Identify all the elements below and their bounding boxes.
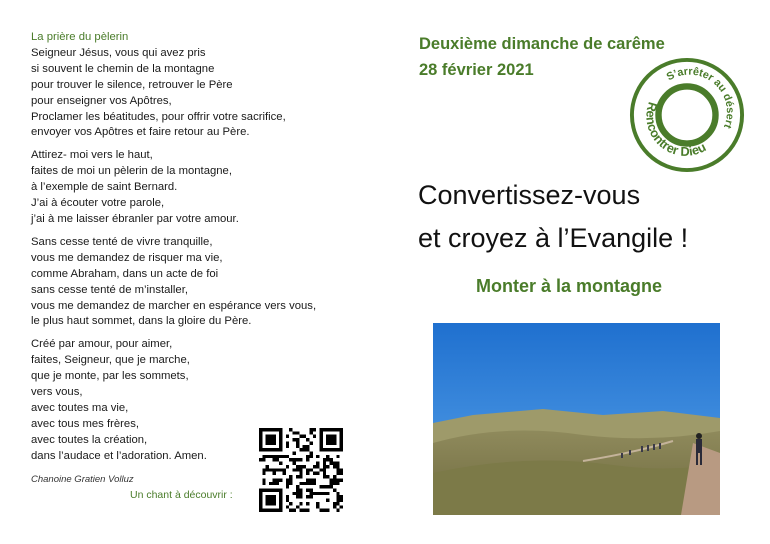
prayer-line: si souvent le chemin de la montagne [31,62,215,75]
prayer-stanza [31,46,361,141]
prayer-title: La prière du pèlerin [31,31,129,43]
prayer-line: faites, Seigneur, que je marche, [31,354,190,367]
prayer-stanza [31,235,361,330]
subtitle: Monter à la montagne [476,276,663,296]
prayer-line: comme Abraham, dans un acte de foi [31,267,219,280]
prayer-line: le plus haut sommet, dans la gloire du Père. [31,315,252,328]
main-title-line1: Convertissez-vous [418,180,641,210]
prayer-line: vers vous, [31,386,83,399]
prayer-line: Proclamer les béatitudes, pour offrir votre sacrifice, [31,110,286,123]
prayer-line: que je monte, par les sommets, [31,370,189,383]
prayer-line: vous me demandez de marcher en espérance vers vous, [31,299,317,312]
main-title-line2: et croyez à l’Evangile ! [418,223,689,253]
prayer-line: avec toutes la création, [31,433,148,446]
prayer-stanza [31,148,361,228]
prayer-line: envoyer vos Apôtres et faire retour au Père. [31,126,250,139]
chant-label: Un chant à découvrir : [130,489,233,501]
prayer-line: avec tous mes frères, [31,417,139,430]
seal-top-text: S’arrêter au désert [664,65,736,131]
prayer-line: dans l’audace et l’adoration. Amen. [31,449,207,462]
prayer-author: Chanoine Gratien Volluz [31,473,134,485]
prayer-line: faites de moi un pèlerin de la montagne, [31,165,232,178]
date: 28 février 2021 [419,61,534,79]
prayer-line: sans cesse tenté de m’installer, [31,283,188,296]
prayer-line: à l’exemple de saint Bernard. [31,181,178,194]
prayer-line: Sans cesse tenté de vivre tranquille, [31,235,213,248]
seal-bottom-text: Rencontrer Dieu [643,100,709,159]
prayer-line: Attirez- moi vers le haut, [31,149,153,162]
prayer-line: pour trouver le silence, retrouver le Père [31,78,233,91]
mountain-hikers-photo [433,323,720,515]
liturgical-day: Deuxième dimanche de carême [419,35,665,53]
prayer-line: vous me demandez de risquer ma vie, [31,251,223,264]
prayer-line: j’ai à me laisser ébranler par votre amour. [31,212,239,225]
prayer-stanzas [31,46,361,465]
qr-code[interactable] [259,428,343,512]
seal-stamp [628,56,746,174]
prayer-line: Créé par amour, pour aimer, [31,338,173,351]
prayer-line: avec toutes ma vie, [31,401,129,414]
prayer-column [31,30,361,487]
prayer-line: J’ai à écouter votre parole, [31,197,165,210]
prayer-line: Seigneur Jésus, vous qui avez pris [31,46,206,59]
prayer-line: pour enseigner vos Apôtres, [31,94,172,107]
